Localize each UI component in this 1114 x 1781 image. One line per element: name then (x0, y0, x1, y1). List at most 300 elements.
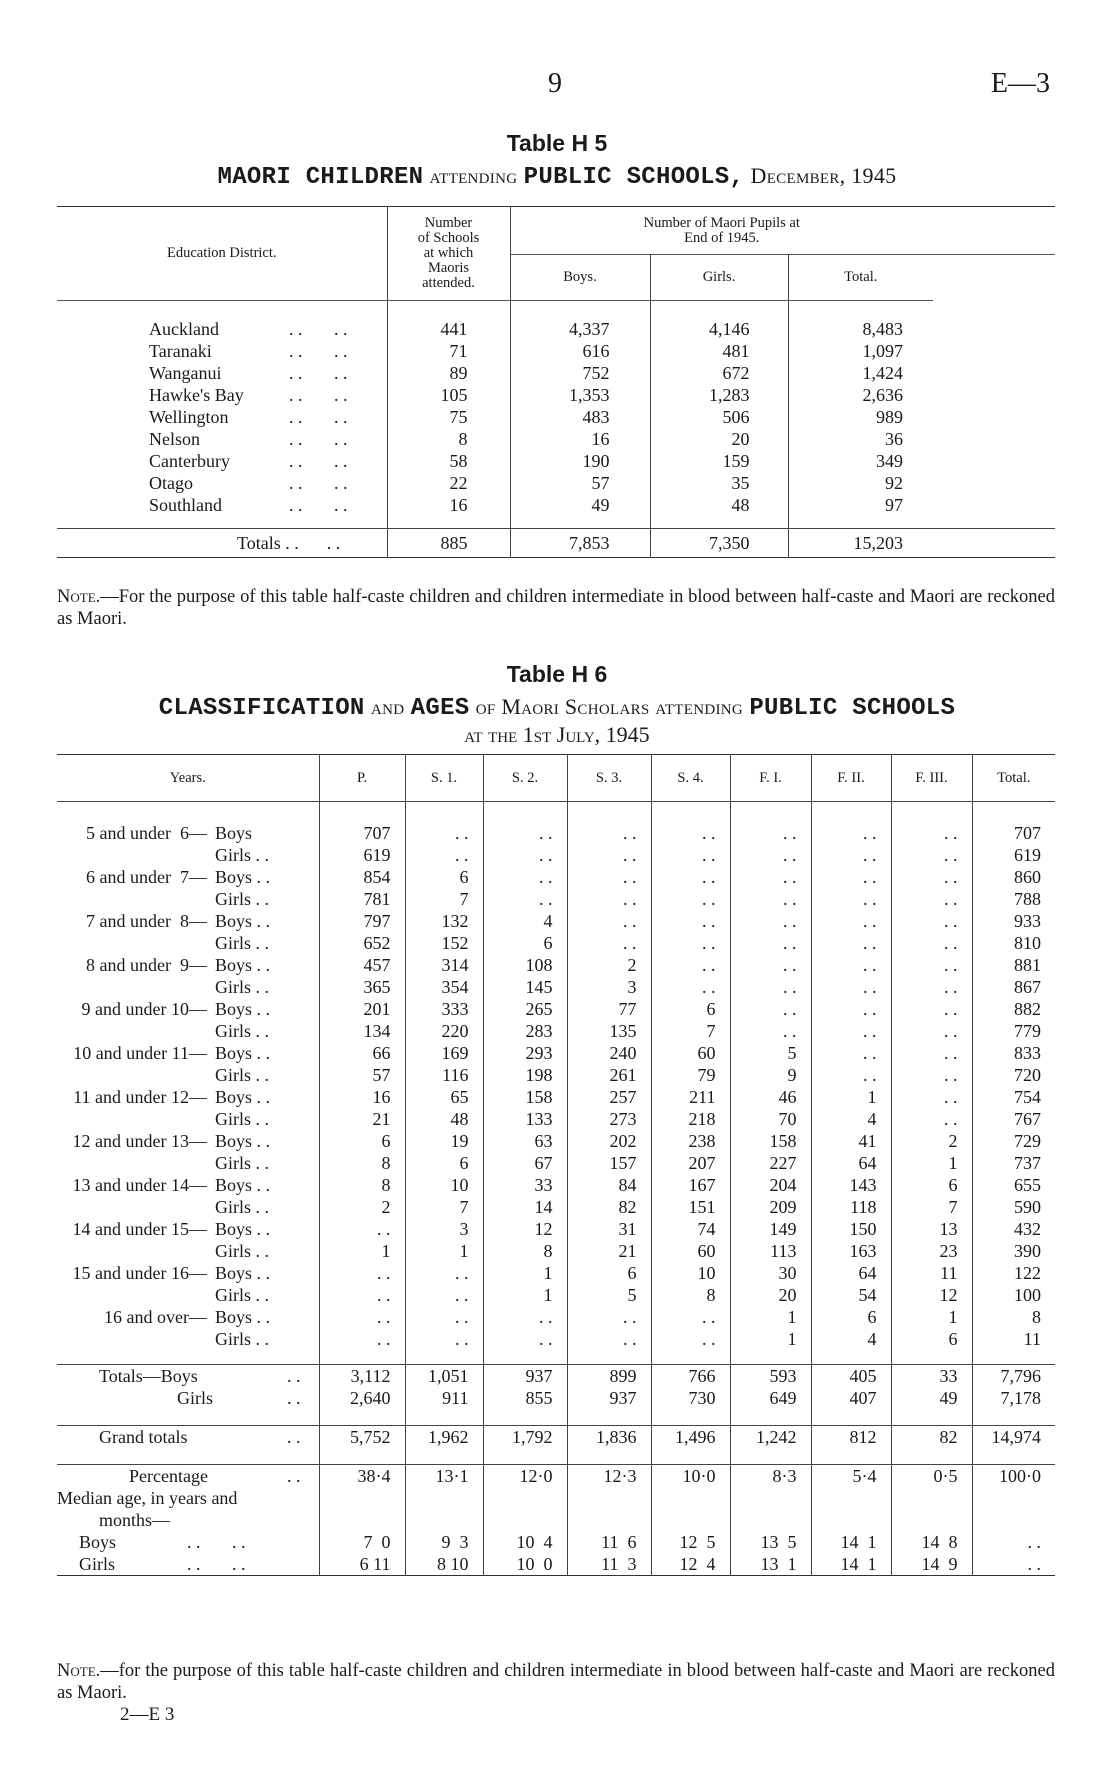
sex-label: Girls . . (215, 1285, 269, 1305)
value-cell: 21 (319, 1108, 405, 1130)
value-cell: 5,752 (319, 1426, 405, 1449)
value-cell: 70 (730, 1108, 811, 1130)
value-cell: . . (891, 1042, 972, 1064)
value-cell: 118 (811, 1196, 891, 1218)
value-cell: 151 (651, 1196, 730, 1218)
value-cell: . . (405, 1306, 483, 1328)
age-range: 10 and under 11— (73, 1043, 207, 1063)
value-cell: 100 (972, 1284, 1055, 1306)
sex-label: Girls . . (215, 1109, 269, 1129)
value-cell: 11 3 (567, 1553, 651, 1576)
value-cell: 3 (405, 1218, 483, 1240)
sex-label: Girls . . (215, 933, 269, 953)
age-range: 12 and under 13— (72, 1131, 207, 1151)
value-cell: . . (651, 866, 730, 888)
value-cell: 82 (891, 1426, 972, 1449)
value-cell: 6 11 (319, 1553, 405, 1576)
table-row (57, 429, 1055, 451)
value-cell: 619 (972, 844, 1055, 866)
caption-part: attending (429, 163, 518, 188)
leader-dots: . . . . (289, 319, 348, 339)
value-cell: 11 6 (567, 1531, 651, 1553)
value-cell: 781 (319, 888, 405, 910)
value-cell: 899 (567, 1365, 651, 1388)
value-cell: 457 (319, 954, 405, 976)
totals-total: 15,203 (788, 529, 933, 558)
value-cell: . . (483, 866, 567, 888)
col-header: P. (319, 755, 405, 802)
table-row (57, 473, 1055, 495)
girls-cell: 481 (650, 341, 788, 363)
district-cell (57, 385, 387, 407)
value-cell: 590 (972, 1196, 1055, 1218)
leader-dots: . . (326, 532, 341, 553)
totals-label (57, 529, 387, 558)
caption-part: PUBLIC SCHOOLS, (523, 164, 745, 191)
value-cell: 1 (730, 1328, 811, 1350)
col-header-boys: Boys. (510, 255, 650, 301)
value-cell: . . (891, 866, 972, 888)
age-range: 5 and under 6— (86, 823, 207, 843)
value-cell: 108 (483, 954, 567, 976)
value-cell: 6 (319, 1130, 405, 1152)
totals-label-text: Totals . . (237, 532, 299, 553)
value-cell: 257 (567, 1086, 651, 1108)
table-row (57, 976, 1055, 998)
value-cell: . . (567, 1328, 651, 1350)
table-row (57, 1064, 1055, 1086)
value-cell: 64 (811, 1152, 891, 1174)
value-cell: 365 (319, 976, 405, 998)
value-cell: 1 (730, 1306, 811, 1328)
table-h5 (57, 206, 1055, 558)
value-cell: . . (730, 888, 811, 910)
row-label (57, 888, 319, 910)
table-h6-caption (0, 694, 1114, 722)
value-cell: 1,496 (651, 1426, 730, 1449)
value-cell: . . (483, 888, 567, 910)
district-cell (57, 341, 387, 363)
value-cell: . . (811, 822, 891, 844)
value-cell: 6 (483, 932, 567, 954)
schools-cell: 105 (387, 385, 510, 407)
value-cell: 3 (567, 976, 651, 998)
value-cell: . . (319, 1328, 405, 1350)
value-cell: 933 (972, 910, 1055, 932)
table-row (57, 495, 1055, 517)
value-cell: . . (405, 1262, 483, 1284)
value-cell: 16 (319, 1086, 405, 1108)
value-cell: 7 (891, 1196, 972, 1218)
header-line: attended. (422, 275, 475, 291)
table-row (57, 1218, 1055, 1240)
value-cell: 14 1 (811, 1531, 891, 1553)
value-cell: 273 (567, 1108, 651, 1130)
district-name: Canterbury (149, 451, 230, 471)
header-line: Number of Maori Pupils at (643, 214, 800, 231)
table-h5-note (57, 586, 1055, 630)
total-cell: 2,636 (788, 385, 933, 407)
median-heading: months— (99, 1510, 171, 1530)
leader-dots: . . . . (289, 429, 348, 449)
table-row (57, 363, 1055, 385)
value-cell: 855 (483, 1387, 567, 1409)
value-cell: 593 (730, 1365, 811, 1388)
value-cell: 38·4 (319, 1465, 405, 1488)
value-cell: 10 (651, 1262, 730, 1284)
value-cell: 13 5 (730, 1531, 811, 1553)
leader-dots: . . (287, 1427, 301, 1447)
value-cell: . . (891, 1108, 972, 1130)
girls-cell: 1,283 (650, 385, 788, 407)
value-cell: 6 (811, 1306, 891, 1328)
row-label (57, 866, 319, 888)
value-cell: . . (319, 1306, 405, 1328)
leader-dots: . . . . (187, 1532, 246, 1552)
value-cell: 33 (483, 1174, 567, 1196)
value-cell: . . (730, 910, 811, 932)
boys-cell: 190 (510, 451, 650, 473)
totals-girls: 7,350 (650, 529, 788, 558)
value-cell: . . (891, 844, 972, 866)
value-cell: . . (891, 822, 972, 844)
value-cell: 619 (319, 844, 405, 866)
table-row (57, 1306, 1055, 1328)
summary-label: Boys (79, 1532, 117, 1552)
value-cell: . . (891, 954, 972, 976)
median-heading-row (57, 1509, 1055, 1531)
schools-cell: 441 (387, 319, 510, 341)
district-cell (57, 495, 387, 517)
page-footer: 2—E 3 (120, 1704, 175, 1725)
value-cell: . . (811, 932, 891, 954)
value-cell: 7 (405, 888, 483, 910)
value-cell: 1 (891, 1152, 972, 1174)
value-cell: 649 (730, 1387, 811, 1409)
table-h6-subcaption: at the 1st July, 1945 (464, 722, 650, 747)
value-cell: 12·0 (483, 1465, 567, 1488)
value-cell: . . (811, 1042, 891, 1064)
value-cell: 218 (651, 1108, 730, 1130)
value-cell: . . (891, 888, 972, 910)
value-cell: . . (730, 866, 811, 888)
leader-dots: . . (287, 1466, 301, 1486)
value-cell: 158 (483, 1086, 567, 1108)
value-cell: 10 0 (483, 1553, 567, 1576)
schools-cell: 71 (387, 341, 510, 363)
value-cell: 2 (567, 954, 651, 976)
value-cell: 11 (972, 1328, 1055, 1350)
value-cell: 14 8 (891, 1531, 972, 1553)
col-header: S. 1. (405, 755, 483, 802)
district-cell (57, 363, 387, 385)
col-header-total: Total. (788, 255, 933, 301)
value-cell: . . (730, 954, 811, 976)
sex-label: Boys . . (215, 1307, 271, 1327)
value-cell: 227 (730, 1152, 811, 1174)
value-cell: 143 (811, 1174, 891, 1196)
total-cell: 1,424 (788, 363, 933, 385)
value-cell: 133 (483, 1108, 567, 1130)
value-cell: . . (730, 844, 811, 866)
value-cell: 33 (891, 1365, 972, 1388)
value-cell: . . (651, 1328, 730, 1350)
district-cell (57, 429, 387, 451)
leader-dots: . . (287, 1388, 301, 1408)
value-cell: 3,112 (319, 1365, 405, 1388)
sex-label: Girls . . (215, 889, 269, 909)
table-row (57, 998, 1055, 1020)
value-cell: 60 (651, 1042, 730, 1064)
row-label (57, 1086, 319, 1108)
value-cell: 5 (567, 1284, 651, 1306)
value-cell: 788 (972, 888, 1055, 910)
row-label (57, 1365, 319, 1388)
value-cell: 730 (651, 1387, 730, 1409)
value-cell: 1 (483, 1284, 567, 1306)
row-label (57, 1218, 319, 1240)
col-header-schools (387, 207, 510, 301)
age-range: 6 and under 7— (86, 867, 207, 887)
schools-cell: 22 (387, 473, 510, 495)
caption-part: CLASSIFICATION (158, 695, 365, 722)
row-label (57, 1284, 319, 1306)
value-cell: 283 (483, 1020, 567, 1042)
value-cell: 63 (483, 1130, 567, 1152)
value-cell: 10·0 (651, 1465, 730, 1488)
value-cell: 13·1 (405, 1465, 483, 1488)
value-cell: . . (483, 844, 567, 866)
value-cell: 30 (730, 1262, 811, 1284)
row-label (57, 844, 319, 866)
table-row (57, 1174, 1055, 1196)
value-cell: 8 (651, 1284, 730, 1306)
value-cell: 64 (811, 1262, 891, 1284)
value-cell: 204 (730, 1174, 811, 1196)
value-cell: 7 (405, 1196, 483, 1218)
value-cell: . . (319, 1262, 405, 1284)
value-cell: 209 (730, 1196, 811, 1218)
value-cell: 5·4 (811, 1465, 891, 1488)
value-cell: 7,178 (972, 1387, 1055, 1409)
value-cell: 854 (319, 866, 405, 888)
boys-cell: 49 (510, 495, 650, 517)
leader-dots: . . . . (289, 385, 348, 405)
table-row (57, 822, 1055, 844)
total-cell: 349 (788, 451, 933, 473)
value-cell: 6 (567, 1262, 651, 1284)
value-cell: . . (405, 1328, 483, 1350)
table-row (57, 1042, 1055, 1064)
value-cell: 48 (405, 1108, 483, 1130)
value-cell: 1 (891, 1306, 972, 1328)
value-cell: . . (891, 976, 972, 998)
col-header: Years. (57, 755, 319, 802)
col-header: F. II. (811, 755, 891, 802)
row-label (57, 1328, 319, 1350)
age-range: 13 and under 14— (72, 1175, 207, 1195)
value-cell: 84 (567, 1174, 651, 1196)
table-row (57, 910, 1055, 932)
value-cell: . . (567, 1306, 651, 1328)
value-cell: 8 10 (405, 1553, 483, 1576)
value-cell: . . (891, 910, 972, 932)
value-cell: 1 (319, 1240, 405, 1262)
value-cell: . . (567, 844, 651, 866)
girls-cell: 506 (650, 407, 788, 429)
caption-part: AGES (410, 695, 470, 722)
document-reference: E—3 (990, 68, 1050, 99)
age-range: 9 and under 10— (81, 999, 207, 1019)
value-cell: 881 (972, 954, 1055, 976)
value-cell: 116 (405, 1064, 483, 1086)
value-cell: . . (891, 1086, 972, 1108)
value-cell: 8 (319, 1152, 405, 1174)
value-cell: . . (483, 1328, 567, 1350)
total-cell: 8,483 (788, 319, 933, 341)
sex-label: Girls . . (215, 845, 269, 865)
district-name: Wanganui (149, 363, 222, 383)
value-cell: 74 (651, 1218, 730, 1240)
boys-cell: 752 (510, 363, 650, 385)
sex-label: Boys . . (215, 955, 271, 975)
value-cell: 20 (730, 1284, 811, 1306)
header-line: of Schools (417, 230, 480, 246)
caption-part: PUBLIC SCHOOLS (749, 695, 956, 722)
girls-cell: 20 (650, 429, 788, 451)
row-label (57, 1064, 319, 1086)
district-name: Otago (149, 473, 193, 493)
value-cell: . . (891, 998, 972, 1020)
value-cell: 729 (972, 1130, 1055, 1152)
value-cell: 201 (319, 998, 405, 1020)
age-range: 14 and under 15— (72, 1219, 207, 1239)
value-cell: 737 (972, 1152, 1055, 1174)
district-name: Taranaki (149, 341, 212, 361)
value-cell: 432 (972, 1218, 1055, 1240)
girls-cell: 672 (650, 363, 788, 385)
table-row (57, 1284, 1055, 1306)
age-range: 16 and over— (104, 1307, 207, 1327)
district-cell (57, 473, 387, 495)
value-cell: . . (730, 822, 811, 844)
value-cell: 113 (730, 1240, 811, 1262)
value-cell: . . (730, 998, 811, 1020)
value-cell: 7 0 (319, 1531, 405, 1553)
value-cell: 152 (405, 932, 483, 954)
value-cell: 135 (567, 1020, 651, 1042)
value-cell: . . (972, 1553, 1055, 1576)
row-label (57, 1020, 319, 1042)
header-line: End of 1945. (684, 229, 760, 246)
value-cell: 145 (483, 976, 567, 998)
value-cell: 5 (730, 1042, 811, 1064)
table-row (57, 1020, 1055, 1042)
sex-label: Boys . . (215, 1175, 271, 1195)
row-label (57, 822, 319, 844)
note-prefix: Note. (57, 587, 101, 607)
table-row (57, 866, 1055, 888)
value-cell: 158 (730, 1130, 811, 1152)
value-cell: 211 (651, 1086, 730, 1108)
value-cell: 810 (972, 932, 1055, 954)
age-range: 15 and under 16— (72, 1263, 207, 1283)
header-line: Number (424, 215, 473, 231)
value-cell: 198 (483, 1064, 567, 1086)
district-cell (57, 407, 387, 429)
value-cell: 390 (972, 1240, 1055, 1262)
caption-part: and (370, 694, 405, 719)
girls-cell: 4,146 (650, 319, 788, 341)
median-heading-row (57, 1487, 1055, 1509)
value-cell: 707 (972, 822, 1055, 844)
leader-dots: . . . . (289, 451, 348, 471)
boys-cell: 483 (510, 407, 650, 429)
value-cell: . . (567, 910, 651, 932)
value-cell: 12 4 (651, 1553, 730, 1576)
value-cell: 4 (811, 1328, 891, 1350)
row-label (57, 954, 319, 976)
value-cell: 405 (811, 1365, 891, 1388)
table-row (57, 888, 1055, 910)
value-cell: 8 (319, 1174, 405, 1196)
sex-label: Boys . . (215, 1219, 271, 1239)
value-cell: . . (811, 998, 891, 1020)
value-cell: 779 (972, 1020, 1055, 1042)
caption-part: of Maori Scholars attending (475, 694, 744, 719)
row-label (57, 1130, 319, 1152)
value-cell: 767 (972, 1108, 1055, 1130)
table-row (57, 1328, 1055, 1350)
value-cell: 54 (811, 1284, 891, 1306)
sex-label: Girls . . (215, 1153, 269, 1173)
totals-boys: 7,853 (510, 529, 650, 558)
value-cell: 2,640 (319, 1387, 405, 1409)
row-label (57, 1465, 319, 1488)
total-cell: 36 (788, 429, 933, 451)
value-cell: 12·3 (567, 1465, 651, 1488)
district-name: Southland (149, 495, 223, 515)
table-row (57, 1086, 1055, 1108)
col-header: F. III. (891, 755, 972, 802)
value-cell: 2 (319, 1196, 405, 1218)
median-heading: Median age, in years and (57, 1488, 238, 1508)
header-line: at which (423, 245, 474, 261)
row-label (57, 1262, 319, 1284)
value-cell: 0·5 (891, 1465, 972, 1488)
value-cell: . . (319, 1218, 405, 1240)
schools-cell: 8 (387, 429, 510, 451)
age-range: 7 and under 8— (86, 911, 207, 931)
sex-label: Boys . . (215, 911, 271, 931)
value-cell: 157 (567, 1152, 651, 1174)
summary-row (57, 1387, 1055, 1409)
table-row (57, 954, 1055, 976)
table-row (57, 932, 1055, 954)
value-cell: 1 (811, 1086, 891, 1108)
summary-row (57, 1465, 1055, 1488)
value-cell: 202 (567, 1130, 651, 1152)
row-label (57, 1152, 319, 1174)
sex-label: Boys . . (215, 867, 271, 887)
value-cell: . . (891, 1064, 972, 1086)
table-row (57, 1240, 1055, 1262)
value-cell: . . (567, 888, 651, 910)
value-cell: 720 (972, 1064, 1055, 1086)
table-row (57, 844, 1055, 866)
value-cell: 220 (405, 1020, 483, 1042)
value-cell: 265 (483, 998, 567, 1020)
